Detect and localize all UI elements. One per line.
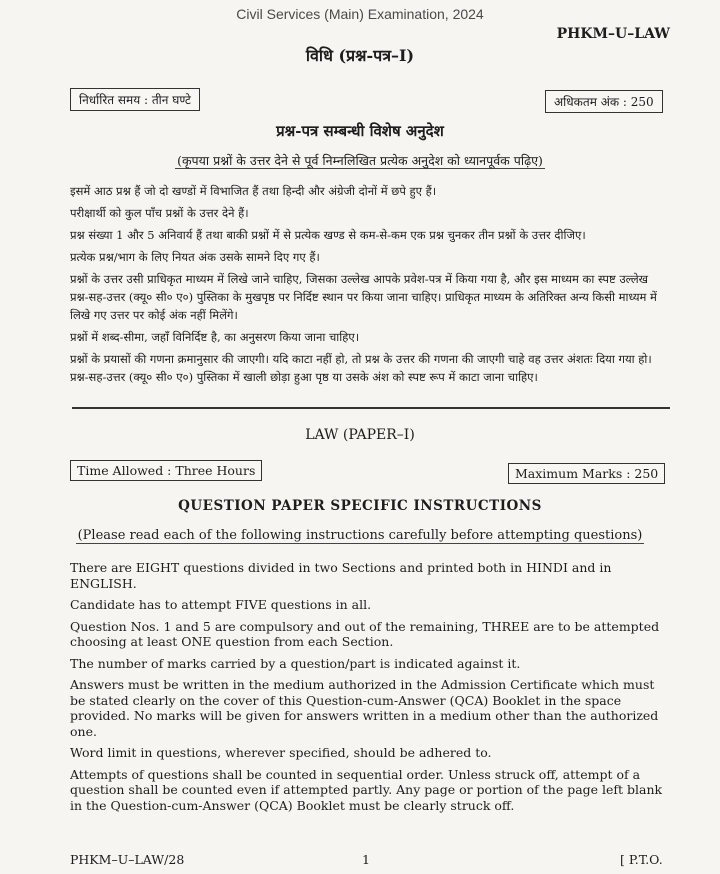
hindi-paper-title: विधि (प्रश्न-पत्र–I): [305, 46, 415, 65]
hindi-time-allowed: निर्धारित समय : तीन घण्टे: [70, 88, 200, 111]
english-instruction: Question Nos. 1 and 5 are compulsory and out of the remaining, THREE are to be attempted choosing at least ONE question from each Section.: [70, 618, 660, 649]
hindi-instruction: प्रश्नों में शब्द-सीमा, जहाँ विनिर्दिष्ट है, का अनुसरण किया जाना चाहिए।: [70, 330, 360, 344]
paper-code: PHKM–U–LAW: [556, 26, 670, 42]
hindi-instructions-list: [70, 182, 670, 390]
english-instruction: There are EIGHT questions divided in two Sections and printed both in HINDI and in ENGLISH.: [70, 560, 612, 591]
english-instruction: Candidate has to attempt FIVE questions in all.: [70, 597, 372, 612]
english-paper-title: LAW (PAPER–I): [305, 427, 415, 443]
hindi-instruction: प्रश्नों के उत्तर उसी प्राधिकृत माध्यम में लिखे जाने चाहिए, जिसका उल्लेख आपके प्रवेश-पत्र में किया गया है, और इस माध्यम का स्पष्ट उल्लेख प्रश्न-सह-उत्तर (क्यू० सी० ए०) पुस्तिका के मुखपृष्ठ पर निर्दिष्ट स्थान पर किया जाना चाहिए। प्राधिकृत माध्यम के अतिरिक्त अन्य किसी माध्यम में लिखे गए उत्तर पर कोई अंक नहीं मिलेंगे।: [70, 272, 657, 322]
footer-paper-code: PHKM–U–LAW/28: [70, 852, 185, 867]
english-instructions-note: [0, 528, 720, 543]
section-divider: [72, 407, 670, 409]
hindi-instruction: प्रत्येक प्रश्न/भाग के लिए नियत अंक उसके सामने दिए गए हैं।: [70, 250, 320, 264]
english-instruction: Word limit in questions, wherever specified, should be adhered to.: [70, 745, 492, 760]
hindi-note-text: (कृपया प्रश्नों के उत्तर देने से पूर्व निम्नलिखित प्रत्येक अनुदेश को ध्यानपूर्वक पढ़िए): [177, 153, 543, 168]
exam-title: Civil Services (Main) Examination, 2024: [236, 6, 484, 22]
hindi-instruction: परीक्षार्थी को कुल पाँच प्रश्नों के उत्तर देने हैं।: [70, 206, 249, 220]
pto-note: [ P.T.O.: [620, 852, 663, 867]
english-time-allowed: Time Allowed : Three Hours: [70, 460, 262, 481]
english-instruction: The number of marks carried by a question/part is indicated against it.: [70, 655, 521, 671]
hindi-instructions-note: [0, 152, 720, 169]
english-instruction: Answers must be written in the medium authorized in the Admission Certificate which must be stated clearly on the cover of this Question-cum-Answer (QCA) Booklet in the space provided. No marks will be given for answers written in a medium other than the authorized one.: [70, 677, 659, 739]
english-max-marks: Maximum Marks : 250: [508, 463, 665, 484]
hindi-max-marks: अधिकतम अंक : 250: [545, 90, 663, 113]
english-instruction: Attempts of questions shall be counted in sequential order. Unless struck off, attempt of a question shall be counted even if attempted partly. Any page or portion of the page left blank in the Question-cum-Answer (QCA) Booklet must be clearly struck off.: [70, 766, 663, 813]
english-instructions-heading: QUESTION PAPER SPECIFIC INSTRUCTIONS: [178, 498, 542, 514]
hindi-instruction: प्रश्नों के प्रयासों की गणना क्रमानुसार की जाएगी। यदि काटा नहीं हो, तो प्रश्न के उत्तर की गणना की जाएगी चाहे वह उत्तर अंशतः दिया गया हो। प्रश्न-सह-उत्तर (क्यू० सी० ए०) पुस्तिका में खाली छोड़ा हुआ पृष्ठ या उसके अंश को स्पष्ट रूप में काटा जाना चाहिए।: [70, 352, 652, 384]
hindi-instructions-heading: प्रश्न-पत्र सम्बन्धी विशेष अनुदेश: [276, 122, 444, 140]
english-note-text: (Please read each of the following instructions carefully before attempting questions): [77, 528, 643, 543]
english-instructions-list: [70, 560, 670, 819]
page-number: 1: [362, 852, 370, 867]
hindi-instruction: प्रश्न संख्या 1 और 5 अनिवार्य हैं तथा बाकी प्रश्नों में से प्रत्येक खण्ड से कम-से-कम एक प्रश्न चुनकर तीन प्रश्नों के उत्तर दीजिए।: [70, 228, 586, 242]
hindi-instruction: इसमें आठ प्रश्न हैं जो दो खण्डों में विभाजित हैं तथा हिन्दी और अंग्रेजी दोनों में छपे हुए हैं।: [70, 184, 437, 198]
